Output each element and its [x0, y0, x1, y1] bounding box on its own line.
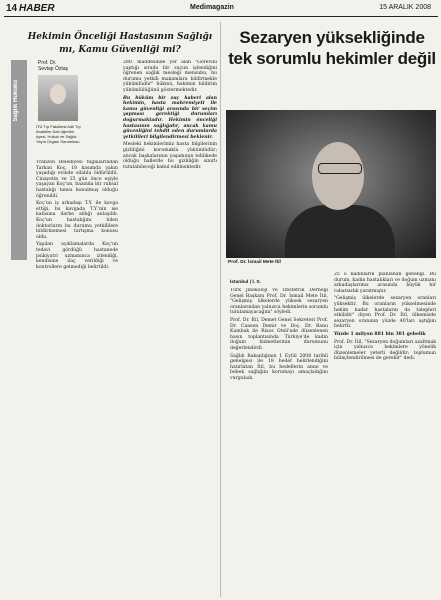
sidebar-label: Sağlık Hukuku — [13, 80, 19, 122]
paragraph: 25 o kadınların planlanan gebeliği. Bu durum, kadın hastalıkları ve doğum uzmanı arkadaşlarımız arasında büyük bir rahatsızlık yaratmıştır. — [334, 272, 436, 294]
issue-date: 15 ARALIK 2008 — [379, 4, 431, 11]
paragraph: Prof. Dr. İtil, "Sezaryen doğumları azaltmak için yalnızca hekimlere yönelik düzenlemeler yeterli değildir; toplumun bilinçlendirilmesi de gerekir" dedi. — [334, 339, 436, 362]
header-rule — [4, 16, 438, 17]
paragraph: Sağlık Bakanlığının 1 Eylül 2008 tarihli genelgesi ile 18 hedef belirlendiğini hatırlatan İtil, bu hedeflerin anne ve bebek sağlığını korumayı amaçladığını vurguladı. — [230, 353, 328, 381]
author-face — [50, 84, 66, 104]
section-title: HABER — [19, 3, 55, 14]
paragraph: Prof. Dr. İtil, Demet Genel Sekreteri Prof. Dr. Cansen Demir ve Doç. Dr. Banu Kumbak ile Rixos Oteli'nde düzenlenen basın toplantısında Türkiye'de kadın doğum hizmetlerinin durumunu değerlendirdi. — [230, 317, 328, 351]
photo-suit — [285, 205, 395, 258]
author-bio: İTÜ Tıp Fakültesi Adli Tıp Anabilim Dalı öğretim üyesi, Hukuk ve Sağlık Yayın Organı Sorumlusu — [36, 124, 81, 144]
right-column-1 — [230, 288, 328, 592]
byline: İstanbul | İ. S. — [230, 280, 261, 285]
paragraph: Koç'un iş arkadaşı T.Y. ile kavga ettiği, bu kavgada T.Y.'nin ise kafasına darbe aldığı anlaşıldı. Koç'un hastalığını bilen doktorların bu durumu yetkililere bildirmemesi tartışma konusu oldu. — [36, 201, 118, 240]
author-name: Prof. Dr. — [38, 60, 57, 66]
paragraph: Trabzon Belediyesi tuğlalarından Tarkan Koç, 18 kasımda yakın yaşadığı evinde silahla öldürüldü. Cinayetin ve 25 gün önce eşiyle yaşayan Koç'un, bazında bir ruhsal hastalığı tanısı konulmuş olduğu öğrenildi. — [36, 160, 118, 199]
column-divider — [220, 22, 221, 597]
photo-caption: Prof. Dr. İsmail Mete İtil — [228, 260, 281, 265]
left-column-2 — [123, 60, 217, 592]
photo-face — [312, 142, 364, 210]
paragraph: 280. maddesinde yer alan "Görevini yaptığı sırada bir suçun işlendiğini öğrenen sağlık mesleği mensubu, bu durumu yetkili makamlara bildirmekle yükümlüdür" hükmü, hekimin bildirim yükümlülüğünü göstermektedir. — [123, 60, 217, 93]
publication-name: Medimagazin — [190, 4, 234, 11]
left-column-1 — [36, 160, 118, 592]
author-title: Sevtap Öztaş — [38, 66, 69, 72]
paragraph: Türk Jinekoloji ve Obstetrik Derneği Genel Başkanı Prof. Dr. İsmail Mete İtil, "Gelişmiş ülkelerde yüksek sezaryen oranlarından yalnızca hekimlerin sorumlu tutulamayacağını" söyledi. — [230, 288, 328, 316]
right-column-2 — [334, 272, 436, 592]
paragraph: Yapılan açıklamalarda Koç'un tedavi gördüğü hastanede psikiyatri uzmanınca izlendiği, kendisine ilaç verildiği ve kontrollere gelmediği belirtildi. — [36, 242, 118, 270]
paragraph: "Gelişmiş ülkelerde sezaryen oranları yüksektir. Bu oranların yükselmesinde hekim kadar hastaların da talepleri etkilidir" diyen Prof. Dr. İtil, ülkemizde sezaryen oranının yüzde 40'ları aştığını belirtti. — [334, 296, 436, 330]
highlight-paragraph: Bu hüküm bir suç haberi alan hekimin, hasta mahremiyeti ile kamu güvenliği arasında bir seçim yapması gerektiği durumları doğurmaktadır. Hekimin önceliği hastasının sağlığıdır, ancak kamu güvenliğini tehdit eden durumlarda yetkilileri bilgilendirmesi beklenir. — [123, 95, 217, 140]
paragraph: Mesleki hekimlerimiz hasta bilgilerinin gizliliğini korumakla yükümlüdür; ancak başkalarının yaşamının tehlikede olduğu hallerde bu gizliliğin sınırlı tutulabileceği kabul edilmektedir. — [123, 142, 217, 170]
right-headline: Sezaryen yüksekliğinde tek sorumlu hekimler değil — [228, 28, 436, 68]
photo-glasses — [318, 163, 362, 174]
page-number: 14 — [6, 3, 18, 14]
left-headline: Hekimin Önceliği Hastasının Sağlığı mı, Kamu Güvenliği mi? — [27, 32, 213, 55]
subhead: Yüzde 1 milyon 881 bin 381 gebelik — [334, 331, 426, 337]
